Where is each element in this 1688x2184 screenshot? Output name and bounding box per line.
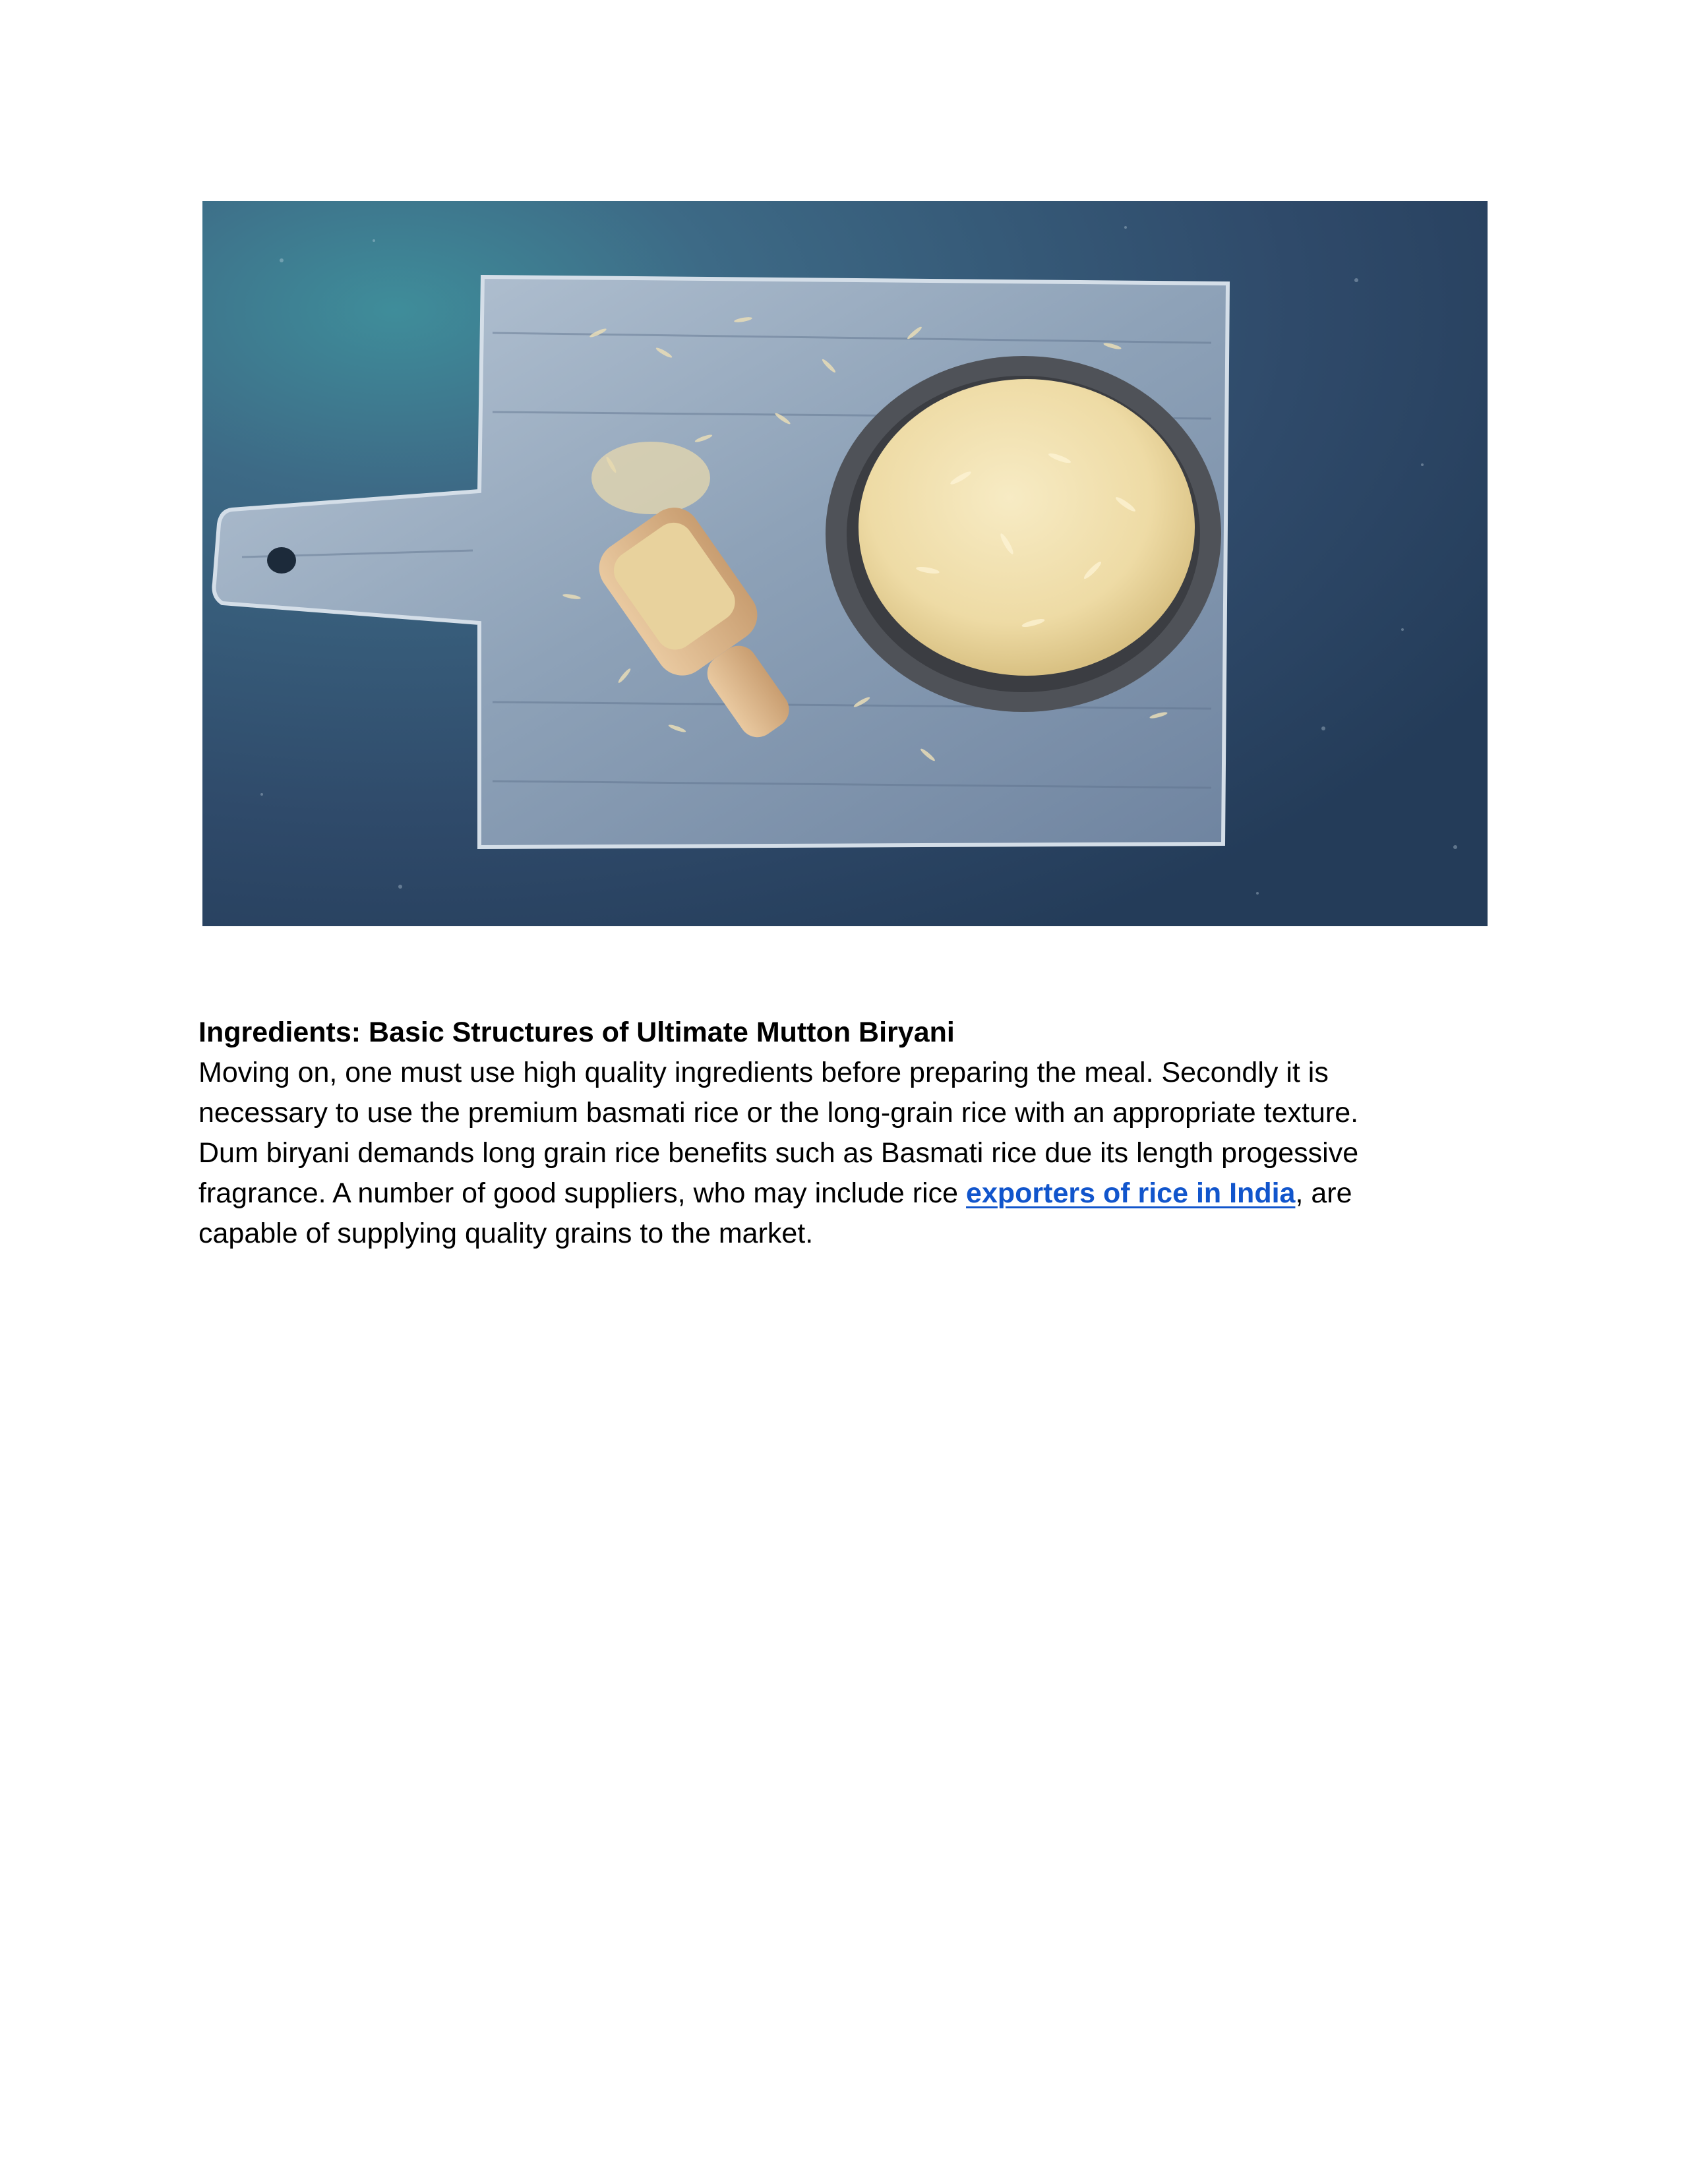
article xyxy=(198,1013,1491,1254)
paragraph-line-3: Dum biryani demands long grain rice benefits such as Basmati rice due its length progessive xyxy=(198,1137,1359,1169)
paragraph-line-4-start: fragrance. A number of good suppliers, who may include rice xyxy=(198,1177,967,1209)
section-heading: Ingredients: Basic Structures of Ultimate Mutton Biryani xyxy=(198,1017,955,1048)
rice-photo xyxy=(202,201,1488,926)
article-paragraph xyxy=(198,1053,1491,1254)
rice-photo-illustration xyxy=(202,201,1488,926)
paragraph-line-4-end: , are xyxy=(1295,1177,1352,1209)
paragraph-line-2: necessary to use the premium basmati rice or the long-grain rice with an appropriate texture. xyxy=(198,1097,1359,1129)
paragraph-line-5: capable of supplying quality grains to the market. xyxy=(198,1218,814,1249)
paragraph-line-1: Moving on, one must use high quality ingredients before preparing the meal. Secondly it is xyxy=(198,1057,1329,1088)
exporters-link[interactable]: exporters of rice in India xyxy=(966,1177,1296,1209)
